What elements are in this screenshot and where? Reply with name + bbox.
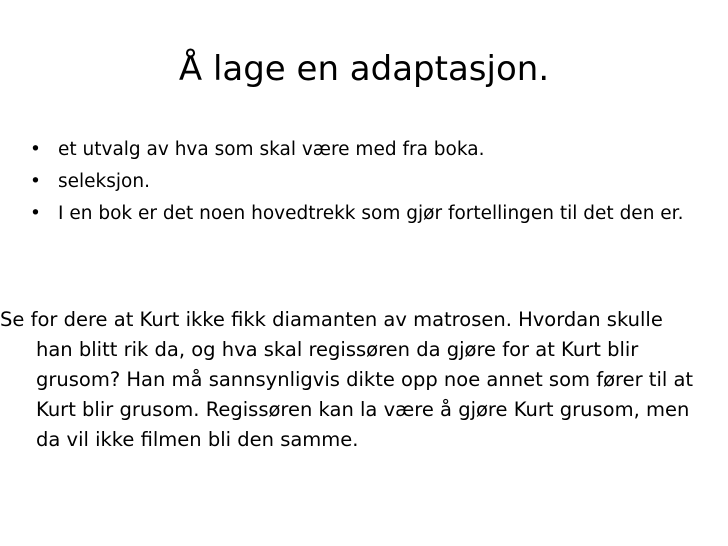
- body-paragraph: Se for dere at Kurt ikke fikk diamanten av matrosen. Hvordan skulle han blitt rik da, og hva skal regissøren da gjøre for at Kurt blir grusom? Han må sannsynligvis dikte opp noe annet som fører til at Kurt blir grusom. Regissøren kan la være å gjøre Kurt grusom, men da vil ikke filmen bli den samme.: [0, 308, 694, 451]
- bullet-text: seleksjon.: [58, 171, 150, 192]
- bullet-icon: •: [30, 139, 41, 160]
- bullet-item: [28, 137, 708, 163]
- slide-title: Å lage en adaptasjon.: [178, 49, 550, 89]
- bullet-text: et utvalg av hva som skal være med fra boka.: [58, 139, 485, 160]
- bullet-text: I en bok er det noen hovedtrekk som gjør fortellingen til det den er.: [58, 203, 684, 224]
- bullet-item: [28, 201, 708, 227]
- bullet-item: [28, 169, 708, 195]
- bullet-list: [28, 137, 708, 233]
- bullet-icon: •: [30, 203, 41, 224]
- bullet-icon: •: [30, 171, 41, 192]
